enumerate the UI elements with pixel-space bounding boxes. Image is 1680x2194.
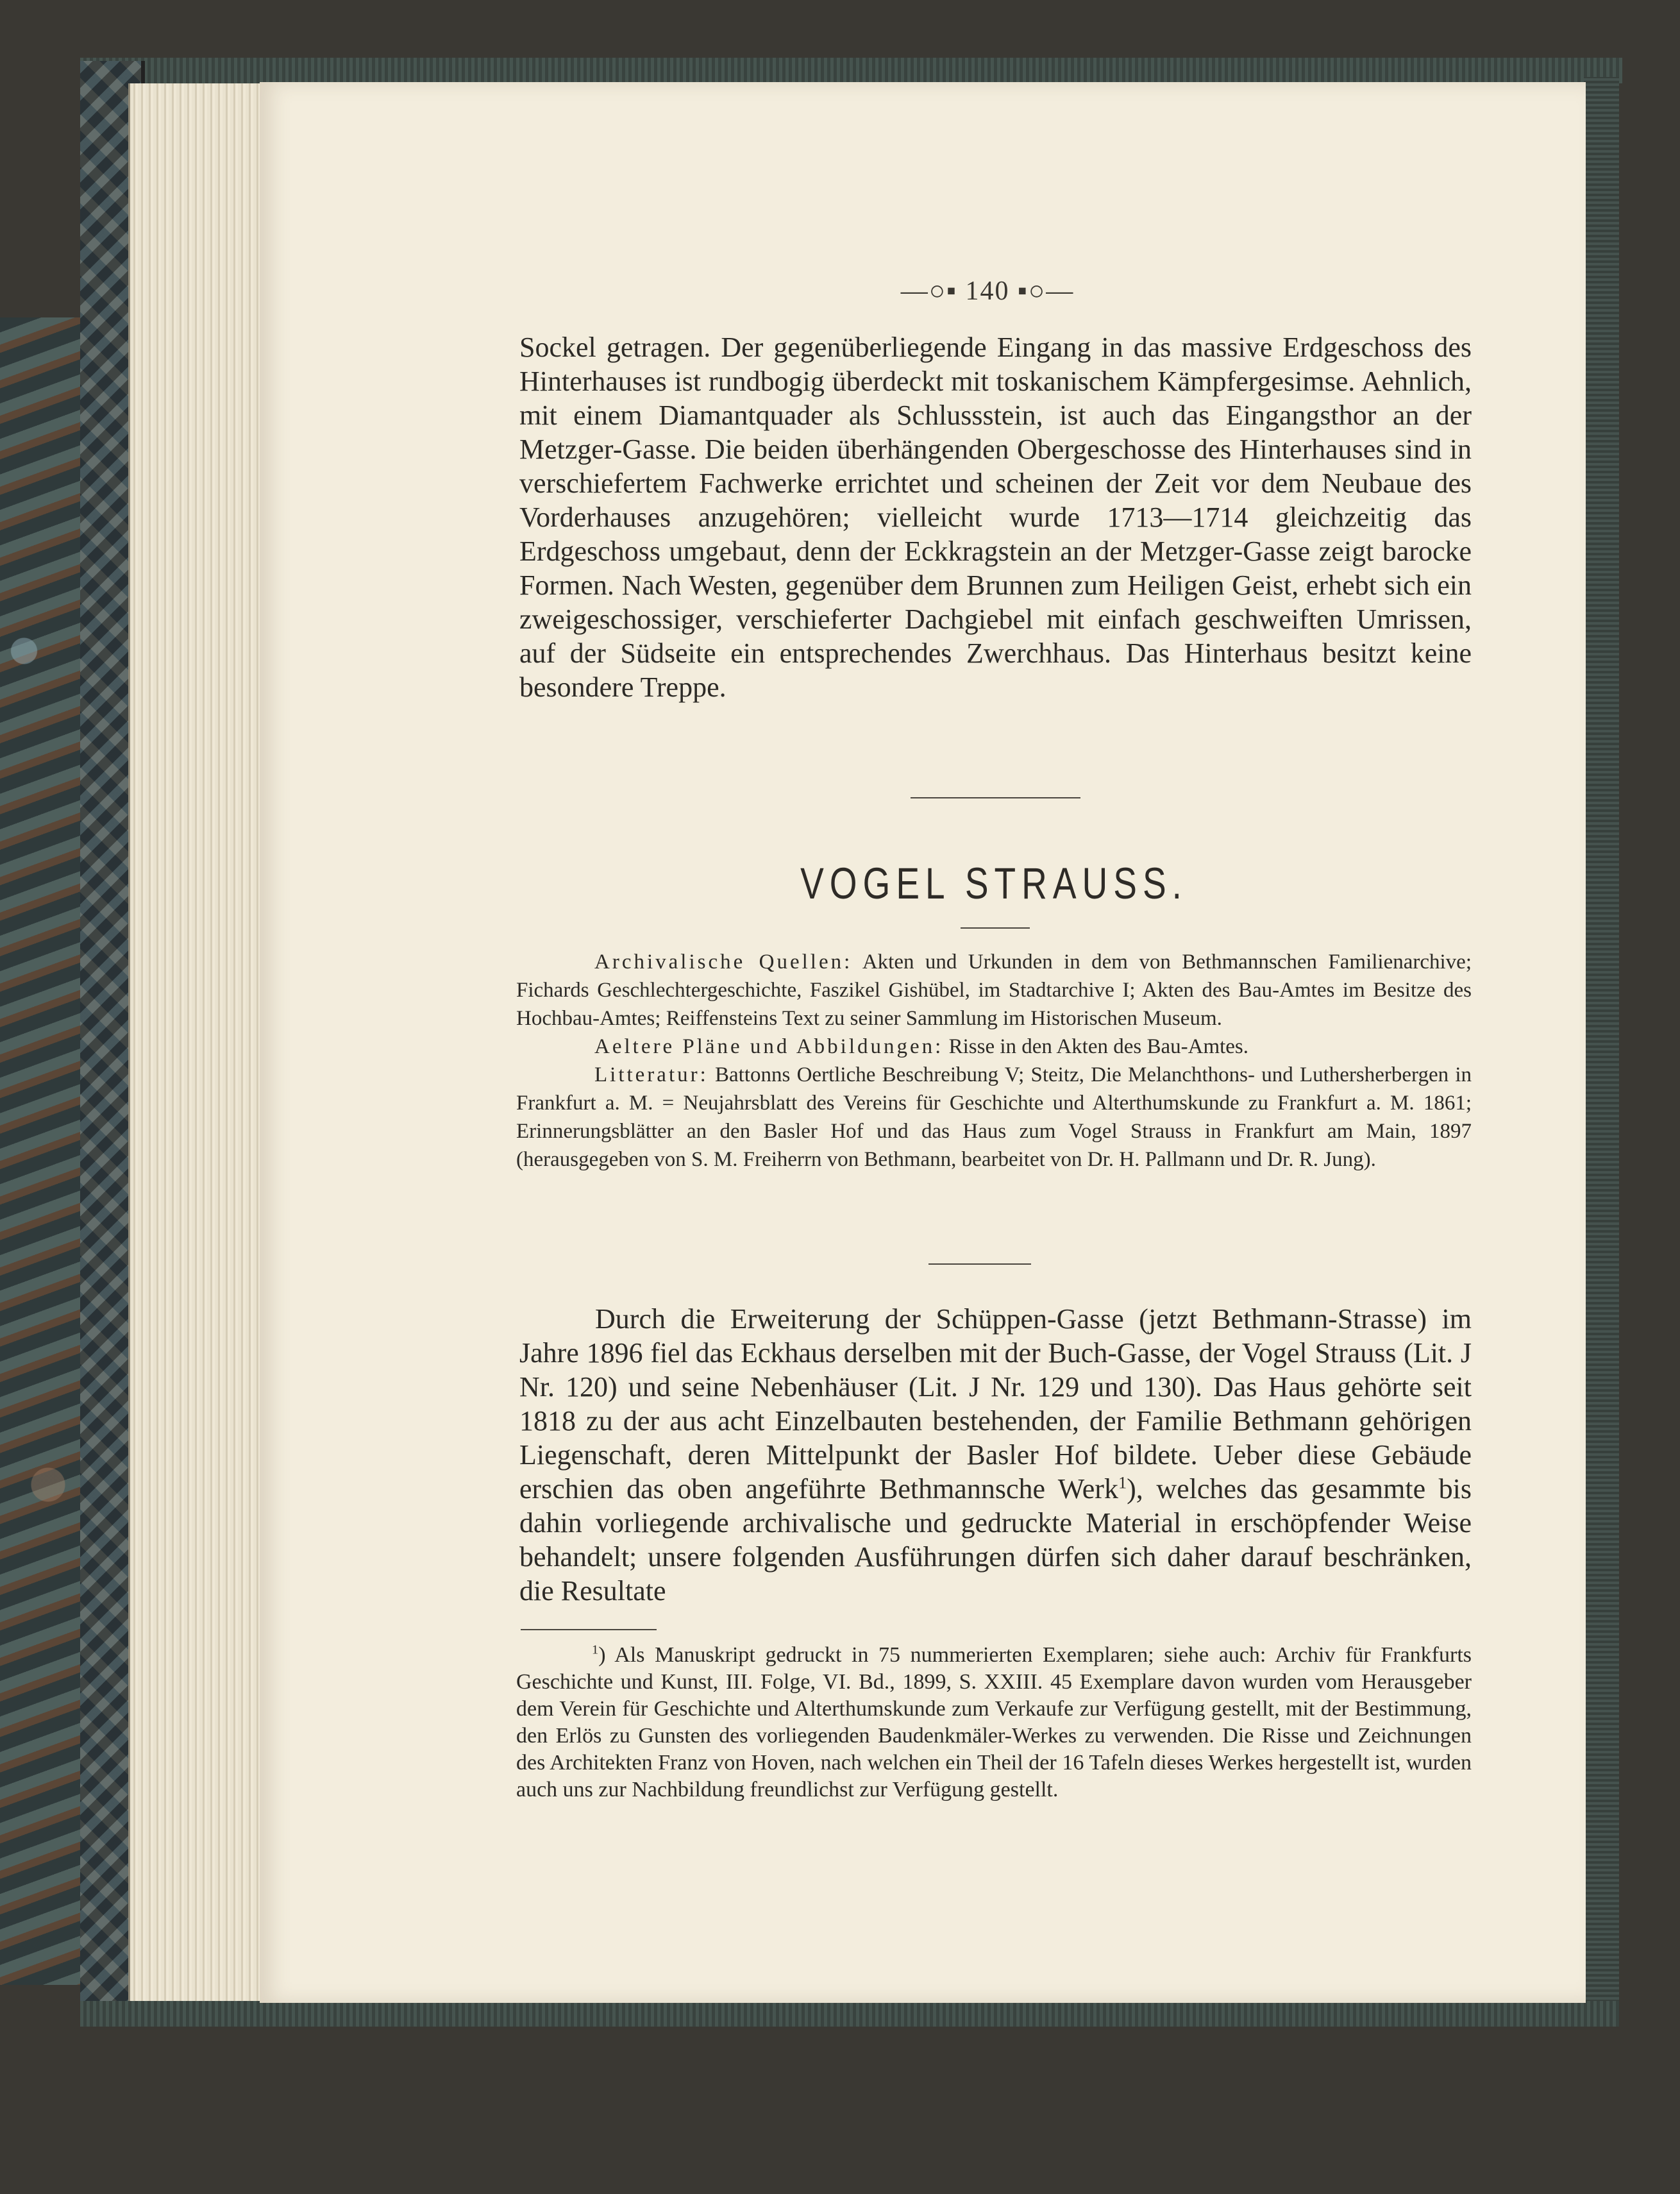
archival-sources xyxy=(516,948,1472,1033)
page-number: —○▪ 140 ▪○— xyxy=(900,276,1075,306)
footnote-reference: 1 xyxy=(1118,1473,1127,1492)
paragraph-text: Sockel getragen. Der gegenüberliegende Eingang in das massive Erdgeschoss des Hinterhauses ist rundbogig überdeckt mit toskanischem Kämpfergesimse. Aehnlich, mit einem Diamantquader als Schlussstein, ist auch das Eingangsthor an der Metzger-Gasse. Die beiden überhängenden Obergeschosse des Hinterhauses sind in verschiefertem Fachwerke errichtet und scheinen der Zeit vor dem Neubaue des Vorderhauses anzugehören; vielleicht wurde 1713—1714 gleichzeitig das Erdgeschoss umgebaut, denn der Eckkragstein an der Metzger-Gasse zeigt barocke Formen. Nach Westen, gegenüber dem Brunnen zum Heiligen Geist, erhebt sich ein zweigeschossiger, verschieferter Dachgiebel mit einfach geschweiften Umrissen, auf der Südseite ein entsprechendes Zwerchhaus. Das Hinterhaus besitzt keine besondere Treppe. xyxy=(519,332,1472,703)
older-plans-text: Risse in den Akten des Bau-Amtes. xyxy=(943,1035,1249,1058)
paragraph-text-part: ), welches das gesammte bis dahin vorliegende archivalische und gedruckte Material in erschöpfender Weise behandelt; unsere folgenden Ausführungen dürfen sich daher darauf beschränken, die Resultate xyxy=(519,1473,1472,1607)
sources-divider xyxy=(928,1263,1031,1265)
footnote-marker: 1 xyxy=(592,1642,599,1657)
literature xyxy=(516,1061,1472,1174)
continuation-paragraph xyxy=(519,330,1472,704)
footnote xyxy=(516,1642,1472,1803)
literature-label: Litteratur: xyxy=(594,1063,709,1086)
book-cover-top xyxy=(80,58,1622,83)
archival-sources-text: Akten und Urkunden in dem von Bethmannschen Familienarchive; Fichards Geschlechtergeschichte, Faszikel Gishübel, im Stadtarchive I; Akten des Bau-Amtes im Besitze des Hochbau-Amtes; Reiffensteins Text zu seiner Sammlung im Historischen Museum. xyxy=(516,950,1472,1030)
book-cover-right xyxy=(1584,77,1619,2020)
footnote-divider xyxy=(521,1629,657,1630)
paragraph-text-part: Durch die Erweiterung der Schüppen-Gasse (jetzt Bethmann-Strasse) im Jahre 1896 fiel das Eckhaus derselben mit der Buch-Gasse, der Vogel Strauss (Lit. J Nr. 120) und seine Nebenhäuser (Lit. J Nr. 129 und 130). Das Haus gehörte seit 1818 zu der aus acht Einzelbauten bestehenden, der Familie Bethmann gehörigen Liegenschaft, deren Mittelpunkt der Basler Hof bildete. Ueber diese Gebäude erschien das oben angeführte Bethmannsche Werk xyxy=(519,1303,1472,1505)
sources-block xyxy=(516,948,1472,1174)
page-stack-edges xyxy=(128,83,265,2004)
archival-sources-label: Archivalische Quellen: xyxy=(594,950,853,974)
older-plans-label: Aeltere Pläne und Abbildungen: xyxy=(594,1035,944,1058)
paragraph-text xyxy=(519,1302,1472,1608)
literature-text: Battonns Oertliche Beschreibung V; Steitz, Die Melanchthons- und Luthersherbergen in Frankfurt a. M. = Neujahrsblatt des Vereins für Geschichte und Alterthumskunde zu Frankfurt a. M. 1861; Erinnerungsblätter an den Basler Hof und das Haus zum Vogel Strauss in Frankfurt am Main, 1897 (herausgegeben von S. M. Freiherrn von Bethmann, bearbeitet von Dr. H. Pallmann und Dr. R. Jung). xyxy=(516,1063,1472,1171)
footnote-body: ) Als Manuskript gedruckt in 75 nummerierten Exemplaren; siehe auch: Archiv für Frankfurts Geschichte und Kunst, III. Folge, VI. Bd., 1899, S. XXIII. 45 Exemplare davon wurden vom Herausgeber dem Verein für Geschichte und Alterthumskunde zum Verkaufe zur Verfügung gestellt, mit der Bestimmung, den Erlös zu Gunsten des vorliegenden Baudenkmäler-Werkes zu verwenden. Die Risse und Zeichnungen des Architekten Franz von Hoven, nach welchen ein Theil der 16 Tafeln dieses Werkes hergestellt ist, wurden auch uns zur Nachbildung freundlichst zur Verfügung gestellt. xyxy=(516,1643,1472,1802)
main-paragraph xyxy=(519,1302,1472,1608)
book-cover-bottom xyxy=(80,2001,1619,2027)
section-title: VOGEL STRAUSS. xyxy=(800,858,1188,908)
footnote-text xyxy=(516,1642,1472,1803)
older-plans xyxy=(516,1033,1472,1061)
title-underline xyxy=(961,927,1030,929)
section-divider xyxy=(911,797,1080,798)
